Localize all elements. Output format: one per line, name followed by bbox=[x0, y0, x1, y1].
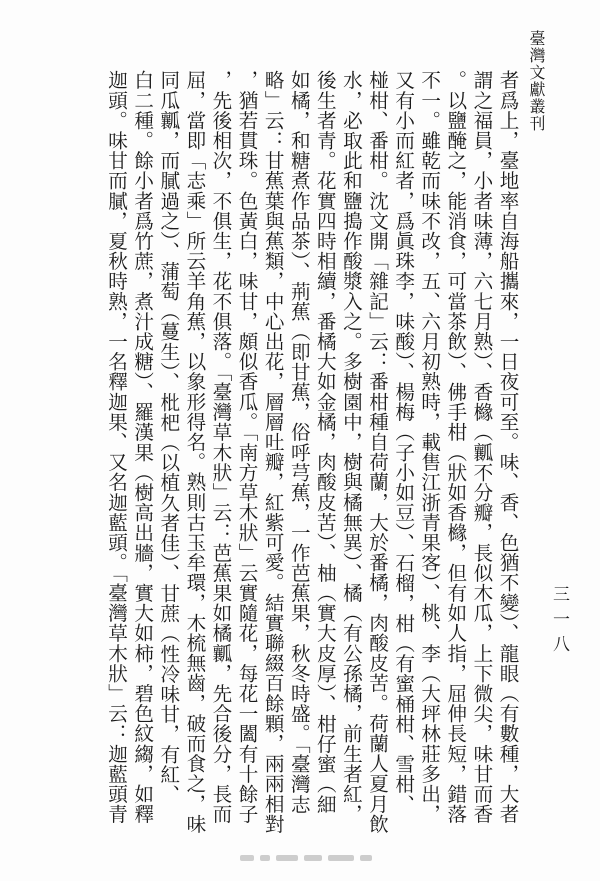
text-column: 如橘，和糖煮作品茶）、荊蕉（即甘蕉，俗呼芎蕉，一作芭蕉果，秋冬時盛。「臺灣志 bbox=[287, 70, 311, 815]
text-column: 屈，當即「志乘」所云羊角蕉，以象形得名。熟則古玉牟環，木梳無齒，破而食之，味 bbox=[182, 70, 206, 834]
text-column: 謂之福員，小者味薄，六七月熟）、香櫞（瓤不分瓣，長似木瓜，上下微尖，味甘而香 bbox=[469, 70, 493, 824]
text-column: 者爲上，臺地率自海船攜來，一日夜可至。味、香、色猶不變）、龍眼（有數種，大者 bbox=[496, 70, 519, 824]
text-column: 不一。雖乾而味不改，五、六月初熟時，載售江浙青果客）、桃、李（大坪林莊多出， bbox=[417, 70, 441, 824]
body-text bbox=[22, 70, 520, 850]
text-column: 。以鹽醃之，能消食，可當茶飲）、佛手柑（狀如香櫞，但有如人指，屈伸長短，錯落 bbox=[443, 70, 467, 824]
text-column: 後生者青。花實四時相續，番橘大如金橘，肉酸皮苦）、柚（實大皮厚）、柑仔蜜（細 bbox=[313, 70, 337, 815]
scan-mark bbox=[260, 855, 270, 861]
text-column: 略」云：甘蕉葉與蕉類，中心出花，層層吐瓣，紅紫可愛。結實聯綴百餘顆，兩兩相對 bbox=[261, 70, 285, 834]
running-header-title: 臺灣文獻叢刊 bbox=[527, 30, 546, 132]
scan-mark bbox=[276, 855, 298, 861]
text-column: 椪柑、番柑。沈文開「雜記」云：番柑種自荷蘭，大於番橘，肉酸皮苦。荷蘭人夏月飲 bbox=[365, 70, 389, 834]
scan-mark bbox=[328, 855, 354, 861]
scan-mark bbox=[304, 855, 322, 861]
text-column: 同瓜瓤，而膩過之）、蒲萄（蔓生）、枇杷（以植久者佳）、甘蔗（性冷味甘，有紅、 bbox=[156, 70, 180, 805]
text-column: 白二種。餘小者爲竹蔗，煮汁成糖）、羅漢果（樹高出牆，實大如柿，碧色紋縐，如釋 bbox=[130, 70, 154, 824]
text-column: ，先後相次，不俱生，花不俱落。「臺灣草木狀」云：芭蕉果如橘瓤，先合後分，長而 bbox=[208, 70, 232, 824]
text-column: 迦頭。味甘而膩，夏秋時熟，一名釋迦果、又名迦藍頭。「臺灣草木狀」云：迦藍頭青 bbox=[104, 70, 128, 824]
scan-mark bbox=[360, 855, 372, 861]
text-column: 水，必取此和鹽搗作酸漿入之。多樹園中，樹與橘無異）、橘（有公孫橘，前生者紅， bbox=[339, 70, 363, 824]
scan-artifact-marks bbox=[240, 855, 410, 865]
page-number: 三一八 bbox=[549, 585, 569, 660]
text-column: ，猶若貫珠。色黃白，味甘，頗似香瓜。「南方草木狀」云實隨花，每花一闔有十餘子 bbox=[235, 70, 259, 824]
text-column: 又有小而紅者，爲眞珠李，味酸）、楊梅（子小如豆）、石榴，柑（有蜜桶柑、雪柑、 bbox=[391, 70, 415, 815]
scan-mark bbox=[240, 855, 254, 861]
